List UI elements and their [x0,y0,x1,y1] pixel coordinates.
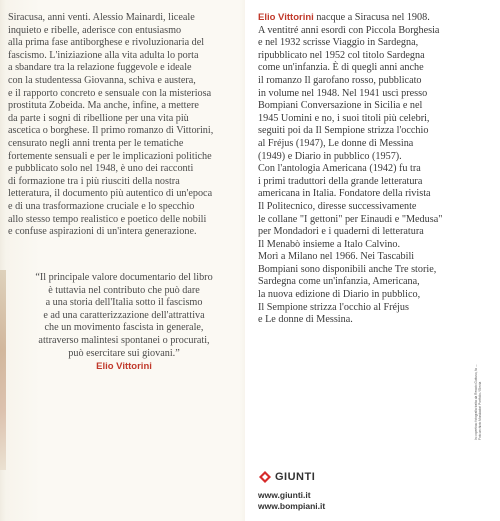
bio-line: Bompiani sono disponibili anche Tre storie, [258,263,437,275]
quote-line: e ad una caratterizzazione dell'attrattiva [43,309,205,321]
synopsis-line: e il rapporto concreto e sensuale con la misteriosa [8,87,212,99]
synopsis [8,12,236,239]
publisher-urls [258,490,325,512]
bio-line: la nuova edizione di Diario in pubblico, [258,289,421,301]
giunti-logo-icon [258,470,272,484]
quote-line: può esercitare sui giovani.” [68,347,180,359]
synopsis-line: prostituta Zobeida. Ma anche, infine, a mettere [8,100,199,112]
url-bompiani[interactable]: www.bompiani.it [258,501,326,511]
bio-line: i primi traduttori della grande letteratura [258,175,423,187]
cover-edge-art [0,270,6,470]
bio-line: A ventitré anni esordì con Piccola Borghesia [258,24,440,36]
bio-line: Il Politecnico, diresse successivamente [258,200,417,212]
bio-line: e nel 1932 scrisse Viaggio in Sardegna, [258,37,419,49]
bio-first-line-rest: nacque a Siracusa nel 1908. [313,12,430,23]
quote-line: è tuttavia nel contributo che può dare [48,284,200,296]
quote-line: che un movimento fascista in generale, [44,322,204,334]
bio-line: americana in Italia. Fondatore della rivista [258,188,431,200]
synopsis-line: di formazione tra i più riusciti della nostra [8,175,180,187]
vertical-credits [474,364,488,440]
synopsis-line: fascismo. L'iniziazione alla vita adulta lo porta [8,49,199,61]
logo-text: GIUNTI [275,471,316,483]
bio-first-line [258,12,468,25]
bio-line: Il Sempione strizza l'occhio al Fréjus [258,301,409,313]
synopsis-line: da parte i sogni di ribellione per una vita più [8,112,189,124]
credit-line: Foto archivio Mondadori Portfolio / Electa [478,381,482,440]
synopsis-line: ascetica o borghese. Il primo romanzo di Vittorini, [8,125,214,137]
credit-line: In copertina: fotografia tratta da Renato Guttuso, fa ... [474,364,478,440]
author-biography [258,12,468,327]
quote-line: a una storia dell'Italia sotto il fascismo [45,297,203,309]
bio-line: (1949) e Diario in pubblico (1957). [258,150,402,162]
synopsis-line: allo stesso tempo realistico e poetico delle nobili [8,213,207,225]
bio-line: come un'infanzia. È di quegli anni anche [258,62,424,74]
bio-line: Il Menabò insieme a Italo Calvino. [258,238,401,250]
quote-line: “Il principale valore documentario del libro [35,272,213,283]
bio-line: Sardegna come un'infanzia, Americana, [258,276,420,288]
bio-author-name: Elio Vittorini [258,12,314,23]
synopsis-line: letteratura, il documento più autentico di un'epoca [8,188,213,200]
synopsis-line: censurato negli anni trenta per le tematiche [8,137,184,149]
bio-line: e Le donne di Messina. [258,314,353,326]
bio-line: seguiti poi da Il Sempione strizza l'occhio [258,125,429,137]
bio-line: Bompiani Conversazione in Sicilia e nel [258,100,423,112]
synopsis-line: a sbandare tra la relazione fuggevole e ideale [8,62,192,74]
bio-line: 1945 Uomini e no, i suoi titoli più celebri, [258,112,430,124]
synopsis-line: Siracusa, anni venti. Alessio Mainardi, liceale [8,12,195,23]
synopsis-line: inquieto e ribelle, aderisce con entusiasmo [8,24,182,36]
synopsis-line: con la studentessa Giovanna, schiva e austera, [8,74,196,86]
synopsis-line: e confuse aspirazioni di un'intera generazione. [8,226,197,238]
bio-line: le collane "I gettoni" per Einaudi e "Medusa" [258,213,443,225]
url-giunti[interactable]: www.giunti.it [258,490,311,500]
synopsis-line: e di una trasformazione cruciale e lo specchio [8,200,195,212]
quote-author: Elio Vittorini [96,361,152,373]
author-quote [14,272,234,374]
synopsis-line: fortemente sensuali e per le implicazioni politiche [8,150,212,162]
bio-line: Morì a Milano nel 1966. Nei Tascabili [258,251,415,263]
synopsis-line: alla prima fase antiborghese e rivoluzionaria del [8,37,205,49]
bio-line: al Fréjus (1947), Le donne di Messina [258,137,414,149]
bio-line: il romanzo Il garofano rosso, pubblicato [258,74,422,86]
synopsis-line: e pubblicato solo nel 1948, è uno dei racconti [8,163,194,175]
publisher-logo [258,470,315,484]
bio-line: ripubblicato nel 1952 col titolo Sardegna [258,49,425,61]
bio-line: Con l'antologia Americana (1942) fu tra [258,163,421,175]
bio-line: per Mondadori e i quaderni di letteratura [258,226,424,238]
quote-line: attraverso malintesi spontanei o procurati, [38,334,210,346]
bio-line: in volume nel 1948. Nel 1941 uscì presso [258,87,428,99]
